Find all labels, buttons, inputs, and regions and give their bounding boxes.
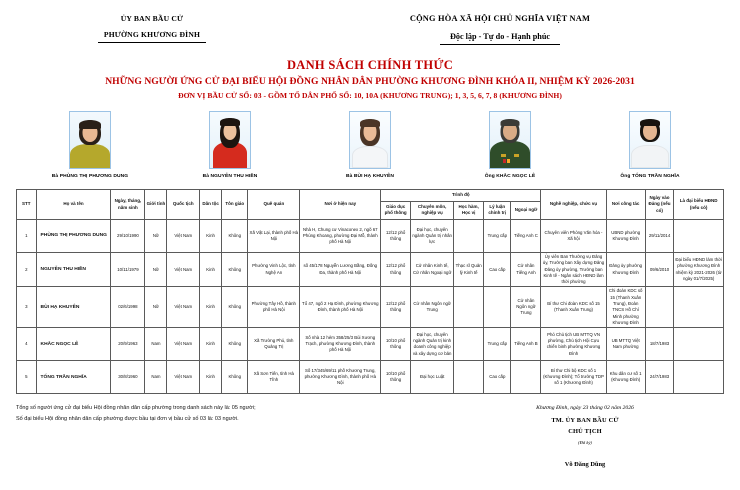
cell-occupation: Ủy viên Ban Thường vụ Đảng ủy, Trưởng ban Xây dựng Đảng Đảng ủy phường, Trưởng ban Kinh tế - Ngân sách HĐND làm thời phường <box>541 252 606 286</box>
cell-ethnicity: Kinh <box>200 219 222 252</box>
cell-religion: Không <box>222 219 248 252</box>
cell-edu-degree <box>454 287 484 328</box>
cell-gender: Nam <box>145 328 167 361</box>
cell-nationality: Việt Nam <box>167 252 200 286</box>
cell-stt: 3 <box>17 287 37 328</box>
cell-hometown: Xã Vật Lại, thành phố Hà Nội <box>248 219 300 252</box>
cell-full-name: NGUYỄN THU HIỀN <box>36 252 111 286</box>
table-body <box>17 219 724 393</box>
cell-dob: 29/10/1990 <box>111 219 145 252</box>
col-dob: Ngày, tháng, năm sinh <box>111 190 145 220</box>
cell-gender: Nam <box>145 361 167 394</box>
table-row <box>17 219 724 252</box>
portrait-photo <box>489 111 531 169</box>
col-religion: Tôn giáo <box>222 190 248 220</box>
cell-ethnicity: Kinh <box>200 328 222 361</box>
cell-religion: Không <box>222 328 248 361</box>
cell-is-deputy <box>674 361 724 394</box>
cell-nationality: Việt Nam <box>167 328 200 361</box>
col-edu-general: Giáo dục phổ thông <box>381 201 411 219</box>
cell-edu-general: 12/12 phổ thông <box>381 219 411 252</box>
cell-full-name: BÙI HẠ KHUYÊN <box>36 287 111 328</box>
cell-nationality: Việt Nam <box>167 361 200 394</box>
cell-residence: Số 17/345/69/11 phố Khương Trung, phường Khương Đình, thành phố Hà Nội <box>300 361 381 394</box>
col-nationality: Quốc tịch <box>167 190 200 220</box>
cell-party-date: 18/7/1983 <box>645 328 674 361</box>
col-edu-language: Ngoại ngữ <box>511 201 541 219</box>
national-motto <box>282 13 718 45</box>
cell-residence: số 45/178 Nguyễn Lương Bằng, Đống Đa, thành phố Hà Nội <box>300 252 381 286</box>
cell-dob: 20/9/1963 <box>111 328 145 361</box>
cell-edu-major: Cử nhân Kinh tế, Cử nhân Ngoại ngữ <box>411 252 454 286</box>
cell-stt: 1 <box>17 219 37 252</box>
portrait-photo <box>629 111 671 169</box>
cell-occupation: Bí thư Chi đoàn KDC số 15 (Thanh Xuân Trung) <box>541 287 606 328</box>
cell-edu-degree: Thạc sĩ Quản lý Kinh tế <box>454 252 484 286</box>
candidate-photo-cell <box>464 111 556 179</box>
candidate-photo-cell <box>604 111 696 179</box>
col-stt: STT <box>17 190 37 220</box>
candidate-photo-caption: Bà PHÙNG THỊ PHƯƠNG DUNG <box>51 174 129 180</box>
cell-occupation: Bí thư Chi bộ KDC số 1 (Khương Đình); Tổ trưởng TDP số 1 (Khương Đình) <box>541 361 606 394</box>
cell-edu-politics: Trung cấp <box>484 219 511 252</box>
cell-residence: Tổ 47, ngõ 2 Hạ Đình, phường Khương Đình, thành phố Hà Nội <box>300 287 381 328</box>
document-titles <box>0 56 740 103</box>
cell-gender: Nữ <box>145 287 167 328</box>
cell-stt: 4 <box>17 328 37 361</box>
portrait-photo <box>69 111 111 169</box>
cell-workplace: UBND phường Khương Đình <box>606 219 645 252</box>
cell-full-name: KHẮC NGỌC LÊ <box>36 328 111 361</box>
summary-total-candidates: Tổng số người ứng cử đại biểu Hội đồng nhân dân cấp phường trong danh sách này là: 05 người; <box>16 405 256 412</box>
document-header <box>0 0 740 45</box>
signature-block <box>446 403 724 468</box>
candidate-photo-caption: Ông KHẮC NGỌC LÊ <box>484 174 536 180</box>
signature-org: TM. ỦY BAN BẦU CỬ <box>551 416 619 424</box>
col-ethnicity: Dân tộc <box>200 190 222 220</box>
cell-hometown: Phường Vinh Lộc, tỉnh Nghệ An <box>248 252 300 286</box>
candidate-photo-cell <box>184 111 276 179</box>
cell-party-date: 09/6/2010 <box>645 252 674 286</box>
cell-ethnicity: Kinh <box>200 287 222 328</box>
table-row <box>17 252 724 286</box>
cell-residence: Nhà H, Chung cư Vinaconex 2, ngõ 67 Phùng Khoang, phường Đại Mỗ, thành phố Hà Nội <box>300 219 381 252</box>
cell-edu-politics: Cao cấp <box>484 252 511 286</box>
cell-gender: Nữ <box>145 219 167 252</box>
cell-dob: 10/11/1979 <box>111 252 145 286</box>
cell-edu-general: 12/12 phổ thông <box>381 287 411 328</box>
cell-workplace: Chi đoàn KDC số 15 (Thanh Xuân Trung), Đoàn TNCS Hồ Chí Minh phường Khương Đình <box>606 287 645 328</box>
cell-workplace: Khu dân cư số 1 (Khương Đình) <box>606 361 645 394</box>
cell-edu-politics: Cao cấp <box>484 361 511 394</box>
signer-name: Võ Đăng Dũng <box>564 460 606 468</box>
cell-dob: 02/6/1998 <box>111 287 145 328</box>
cell-hometown: Xã Sơn Tiến, tỉnh Hà Tĩnh <box>248 361 300 394</box>
cell-edu-major: Đại học, chuyên ngành Quản trị kinh doanh công nghiệp và xây dựng cơ bản <box>411 328 454 361</box>
cell-edu-language: Tiếng Anh B <box>511 328 541 361</box>
summary-seats: Số đại biểu Hội đồng nhân dân cấp phường được bầu tại đơn vị bầu cử số 03 là: 03 người. <box>16 415 239 422</box>
cell-edu-degree <box>454 219 484 252</box>
authority-line-1: ỦY BAN BẦU CỬ <box>120 14 184 23</box>
cell-edu-language <box>511 361 541 394</box>
summary-notes <box>16 403 446 468</box>
cell-party-date <box>645 287 674 328</box>
table-row <box>17 361 724 394</box>
cell-edu-language: Cử nhân Tiếng Anh <box>511 252 541 286</box>
col-workplace: Nơi công tác <box>606 190 645 220</box>
cell-stt: 2 <box>17 252 37 286</box>
table-head <box>17 190 724 220</box>
cell-full-name: PHÙNG THỊ PHƯƠNG DUNG <box>36 219 111 252</box>
cell-religion: Không <box>222 287 248 328</box>
cell-edu-language: Cử nhân Ngôn ngữ Trung <box>511 287 541 328</box>
cell-edu-politics: Trung cấp <box>484 328 511 361</box>
table-row <box>17 287 724 328</box>
cell-gender: Nữ <box>145 252 167 286</box>
cell-edu-major: Cử nhân Ngôn ngữ Trung <box>411 287 454 328</box>
cell-hometown: Xã Trường Phú, tỉnh Quảng Trị <box>248 328 300 361</box>
cell-residence: Số nhà 12 hẻm 358/25/3 Bùi Xương Trạch, phường Khương Đình, thành phố Hà Nội <box>300 328 381 361</box>
title-main: DANH SÁCH CHÍNH THỨC <box>286 57 454 72</box>
cell-edu-major: Đại học Luật <box>411 361 454 394</box>
table-row <box>17 328 724 361</box>
cell-ethnicity: Kinh <box>200 252 222 286</box>
motto-line: Độc lập - Tự do - Hạnh phúc <box>440 31 560 45</box>
table-group-header-row <box>17 190 724 202</box>
portrait-photo <box>209 111 251 169</box>
cell-nationality: Việt Nam <box>167 219 200 252</box>
cell-is-deputy <box>674 219 724 252</box>
cell-workplace: UB MTTQ Việt Nam phường <box>606 328 645 361</box>
candidate-photo-row <box>0 111 740 179</box>
cell-edu-language: Tiếng Anh C <box>511 219 541 252</box>
title-sub: NHỮNG NGƯỜI ỨNG CỬ ĐẠI BIỂU HỘI ĐỒNG NHÂN DÂN PHƯỜNG KHƯƠNG ĐÌNH KHÓA II, NHIỆM KỲ 2026-2031 <box>105 75 635 87</box>
cell-workplace: Đảng ủy phường Khương Đình <box>606 252 645 286</box>
col-full-name: Họ và tên <box>36 190 111 220</box>
candidate-photo-cell <box>324 111 416 179</box>
cell-occupation: Chuyên viên Phòng Văn hóa - Xã hội <box>541 219 606 252</box>
signature-place-date: Khương Đình, ngày 23 tháng 02 năm 2026 <box>536 405 634 412</box>
col-occupation: Nghề nghiệp, chức vụ <box>541 190 606 220</box>
cell-edu-degree <box>454 328 484 361</box>
cell-occupation: Phó Chủ tịch UB MTTQ VN phường, Chủ tịch Hội Cựu chiến binh phường Khương Đình <box>541 328 606 361</box>
cell-religion: Không <box>222 252 248 286</box>
document-footer <box>0 394 740 468</box>
authority-line-2: PHƯỜNG KHƯƠNG ĐÌNH <box>98 29 206 42</box>
cell-dob: 30/8/1960 <box>111 361 145 394</box>
cell-nationality: Việt Nam <box>167 287 200 328</box>
col-edu-politics: Lý luận chính trị <box>484 201 511 219</box>
cell-hometown: Phường Tây Hồ, thành phố Hà Nội <box>248 287 300 328</box>
candidate-photo-caption: Bà NGUYỄN THU HIỀN <box>202 174 258 180</box>
signature-role: CHỦ TỊCH <box>568 428 602 436</box>
cell-party-date: 29/11/2014 <box>645 219 674 252</box>
candidate-photo-caption: Ông TỐNG TRẦN NGHĨA <box>620 174 680 180</box>
candidate-table <box>16 189 724 394</box>
candidate-photo-cell <box>44 111 136 179</box>
cell-is-deputy: Đại biểu HĐND làm thời phường Khương Đình nhiệm kỳ 2021-2026 (từ ngày 01/7/2025) <box>674 252 724 286</box>
country-name: CỘNG HÒA XÃ HỘI CHỦ NGHĨA VIỆT NAM <box>409 14 591 23</box>
cell-is-deputy <box>674 287 724 328</box>
portrait-photo <box>349 111 391 169</box>
cell-edu-degree <box>454 361 484 394</box>
cell-party-date: 24/7/1983 <box>645 361 674 394</box>
col-gender: Giới tính <box>145 190 167 220</box>
col-hometown: Quê quán <box>248 190 300 220</box>
cell-is-deputy <box>674 328 724 361</box>
col-edu-degree: Học hàm, Học vị <box>454 201 484 219</box>
cell-edu-major: Đại học, chuyên ngành Quản trị nhân lực <box>411 219 454 252</box>
signature-signed-note: (Đã ký) <box>578 440 592 446</box>
col-residence: Nơi ở hiện nay <box>300 190 381 220</box>
cell-full-name: TỐNG TRẦN NGHĨA <box>36 361 111 394</box>
cell-religion: Không <box>222 361 248 394</box>
cell-ethnicity: Kinh <box>200 361 222 394</box>
col-is-deputy: Là đại biểu HĐND (nếu có) <box>674 190 724 220</box>
issuing-authority <box>22 13 282 45</box>
candidate-table-wrapper <box>0 189 740 394</box>
cell-edu-general: 12/12 phổ thông <box>381 252 411 286</box>
col-group-education: Trình độ <box>381 190 541 202</box>
col-party-date: Ngày vào Đảng (nếu có) <box>645 190 674 220</box>
cell-edu-politics <box>484 287 511 328</box>
title-constituency: ĐƠN VỊ BẦU CỬ SỐ: 03 - GỒM TỔ DÂN PHỐ SỐ: 10, 10A (KHƯƠNG TRUNG); 1, 3, 5, 6, 7, 8 (KHƯƠNG ĐÌNH) <box>178 90 562 100</box>
cell-stt: 5 <box>17 361 37 394</box>
candidate-photo-caption: Bà BÙI HẠ KHUYÊN <box>345 174 395 180</box>
cell-edu-general: 10/10 phổ thông <box>381 361 411 394</box>
cell-edu-general: 10/10 phổ thông <box>381 328 411 361</box>
col-edu-major: Chuyên môn, nghiệp vụ <box>411 201 454 219</box>
